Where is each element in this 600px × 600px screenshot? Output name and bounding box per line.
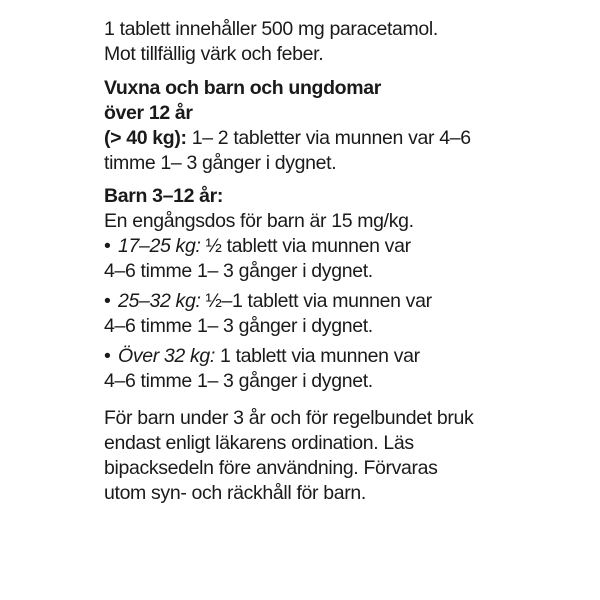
- adult-dosage-text: [104, 126, 574, 176]
- child-dose-item-line-1: [104, 234, 574, 259]
- child-dose-text-1: ½–1 tablett via munnen var: [200, 290, 432, 312]
- child-dose-item-line-1: [104, 289, 574, 314]
- adult-dose-line-2: timme 1– 3 gånger i dygnet.: [104, 152, 337, 174]
- child-dosage-section: [104, 184, 574, 394]
- child-weight-label: 17–25 kg:: [118, 235, 201, 257]
- child-dose-item-25-32: [104, 289, 574, 339]
- child-dose-text-1: 1 tablett via munnen var: [214, 345, 420, 367]
- adult-dosage-section: [104, 76, 574, 176]
- intro-line-1: 1 tablett innehåller 500 mg paracetamol.: [104, 18, 438, 40]
- child-dose-item-line-1: [104, 344, 574, 369]
- note-line-3: bipacksedeln före användning. Förvaras: [104, 457, 438, 479]
- child-weight-label: 25–32 kg:: [118, 290, 201, 312]
- note-line-4: utom syn- och räckhåll för barn.: [104, 482, 366, 504]
- child-dose-text-2: 4–6 timme 1– 3 gånger i dygnet.: [104, 315, 373, 337]
- child-dosage-heading: Barn 3–12 år:: [104, 185, 224, 207]
- child-dose-item-over-32: [104, 344, 574, 394]
- child-dose-text-1: ½ tablett via munnen var: [200, 235, 411, 257]
- adult-dosage-heading: [104, 76, 574, 126]
- bullet-icon: •: [104, 345, 111, 367]
- child-dose-text-2: 4–6 timme 1– 3 gånger i dygnet.: [104, 260, 373, 282]
- adult-dose-text-1: 1– 2 tabletter via munnen var 4–6: [186, 127, 471, 149]
- adult-weight-label: (> 40 kg):: [104, 127, 187, 149]
- adult-heading-line-1: Vuxna och barn och ungdomar: [104, 77, 381, 99]
- child-single-dose: En engångsdos för barn är 15 mg/kg.: [104, 210, 414, 232]
- child-dose-text-2: 4–6 timme 1– 3 gånger i dygnet.: [104, 370, 373, 392]
- child-dose-list: [104, 234, 574, 394]
- product-intro: [104, 17, 574, 67]
- adult-dose-line-1: [104, 126, 574, 151]
- child-weight-label: Över 32 kg:: [118, 345, 215, 367]
- note-line-2: endast enligt läkarens ordination. Läs: [104, 432, 414, 454]
- bullet-icon: •: [104, 235, 111, 257]
- bullet-icon: •: [104, 290, 111, 312]
- adult-heading-line-2: över 12 år: [104, 102, 193, 124]
- child-dose-item-17-25: [104, 234, 574, 284]
- intro-line-2: Mot tillfällig värk och feber.: [104, 43, 324, 65]
- dosage-text-block: [104, 17, 574, 506]
- note-line-1: För barn under 3 år och för regelbundet bruk: [104, 407, 474, 429]
- usage-warning-note: [104, 406, 574, 506]
